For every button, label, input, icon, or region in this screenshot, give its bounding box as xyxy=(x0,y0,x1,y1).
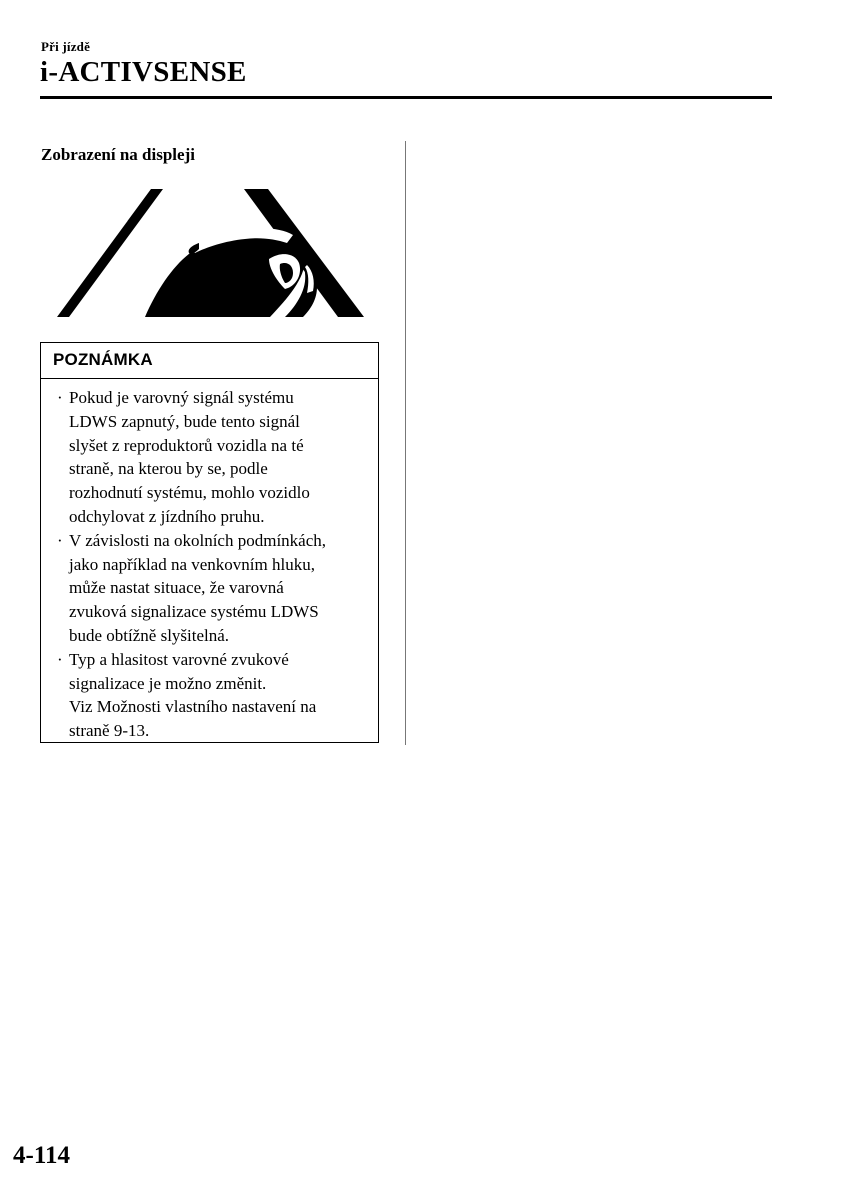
column-divider xyxy=(405,141,406,745)
list-item xyxy=(57,648,370,743)
note-line: signalizace je možno změnit. xyxy=(69,673,267,693)
note-line: odchylovat z jízdního pruhu. xyxy=(69,506,265,526)
note-line: Typ a hlasitost varovné zvukové xyxy=(69,649,289,669)
page-number: 4-114 xyxy=(13,1142,70,1169)
note-line: V závislosti na okolních podmínkách, xyxy=(69,530,327,550)
section-label: Při jízdě xyxy=(41,39,91,54)
page-title: i-ACTIVSENSE xyxy=(40,56,247,88)
car-silhouette-icon xyxy=(145,228,317,317)
bullet: · xyxy=(57,388,63,407)
note-heading: POZNÁMKA xyxy=(41,343,378,379)
note-line: zvuková signalizace systému LDWS xyxy=(69,602,319,622)
note-line: straně 9-13. xyxy=(69,721,150,741)
note-line: Pokud je varovný signál systému xyxy=(69,388,294,407)
list-item xyxy=(57,529,370,648)
note-list xyxy=(41,379,378,743)
list-item xyxy=(57,386,370,529)
subheading: Zobrazení na displeji xyxy=(41,145,195,164)
lane-departure-display-illustration xyxy=(55,189,365,319)
note-line: jako například na venkovním hluku, xyxy=(69,554,315,574)
note-line: může nastat situace, že varovná xyxy=(69,578,284,598)
left-lane-line-icon xyxy=(57,189,163,317)
bullet: · xyxy=(57,530,63,550)
title-rule xyxy=(40,96,772,99)
bullet: · xyxy=(57,649,63,669)
note-line: LDWS zapnutý, bude tento signál xyxy=(69,411,300,431)
note-line: rozhodnutí systému, mohlo vozidlo xyxy=(69,483,310,503)
note-line: slyšet z reproduktorů vozidla na té xyxy=(69,435,304,455)
note-line: straně, na kterou by se, podle xyxy=(69,459,268,479)
note-line: Viz Možnosti vlastního nastavení na xyxy=(69,697,317,717)
note-line: bude obtížně slyšitelná. xyxy=(69,625,230,645)
note-box xyxy=(40,342,379,743)
